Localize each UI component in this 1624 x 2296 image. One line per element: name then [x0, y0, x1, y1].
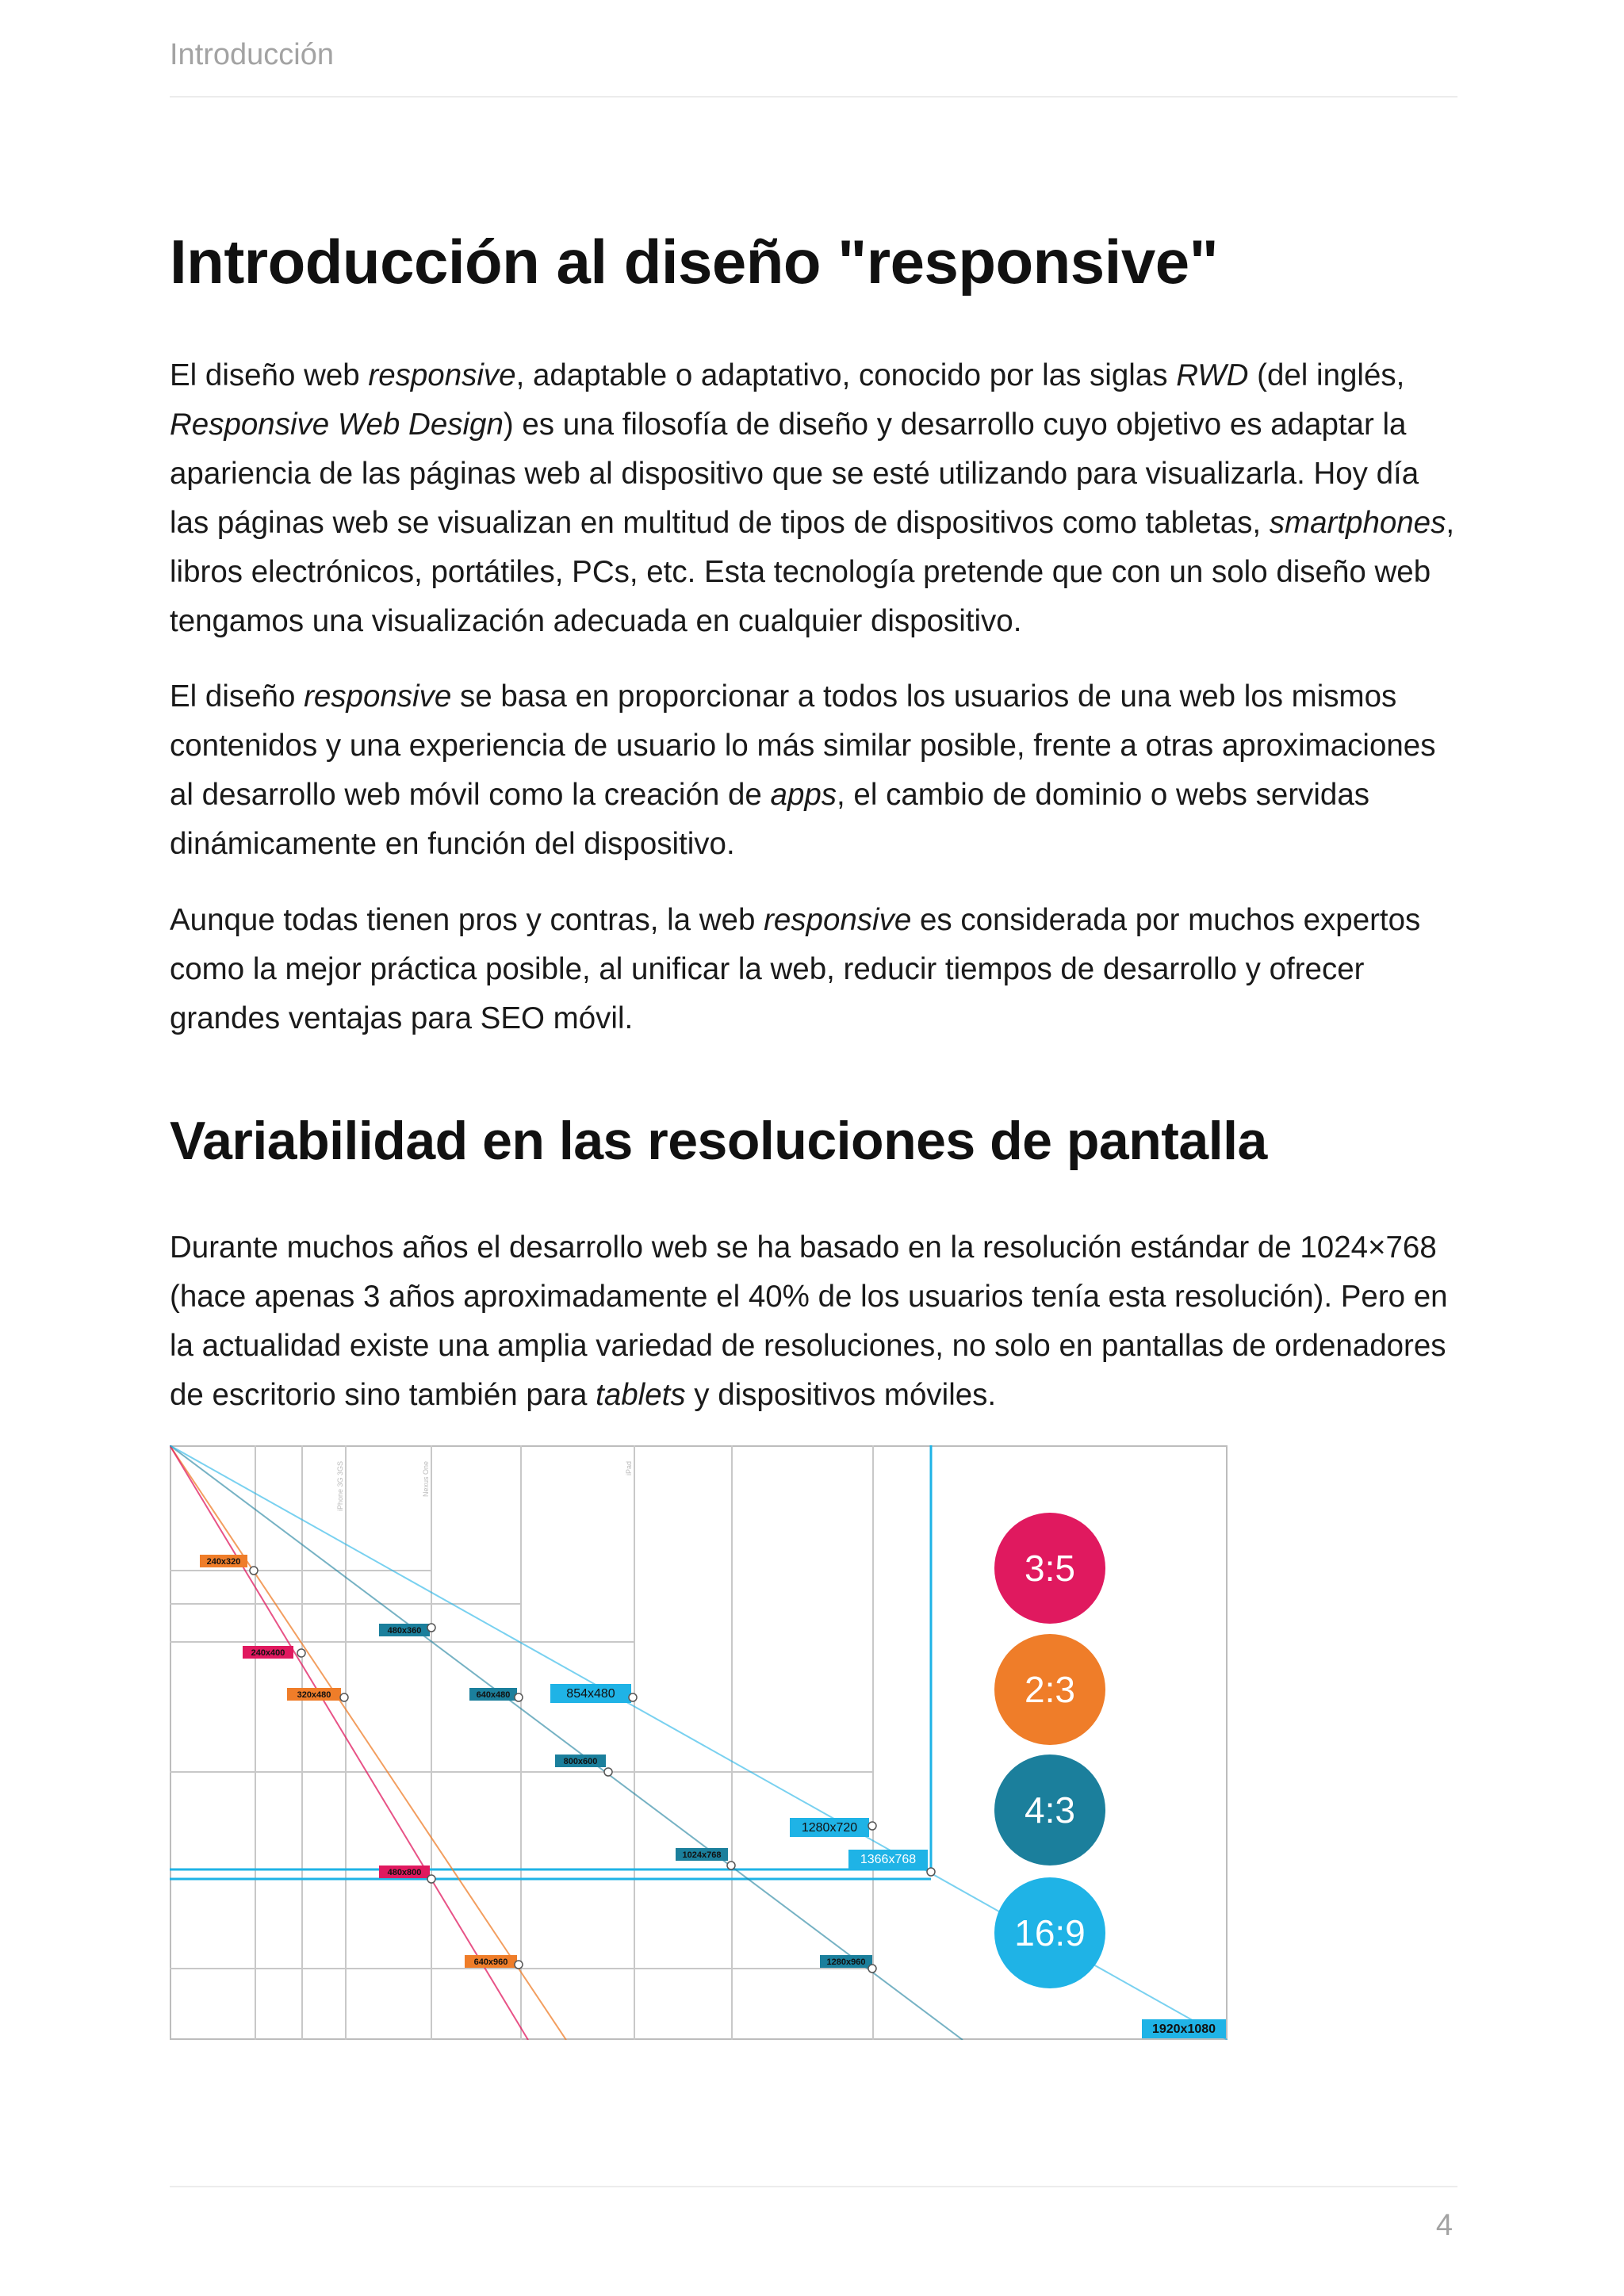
paragraph — [170, 896, 1462, 1043]
ratio-label: 3:5 — [1025, 1548, 1075, 1589]
svg-text:Nexus One: Nexus One — [422, 1461, 430, 1498]
ratio-label: 2:3 — [1025, 1669, 1075, 1710]
svg-text:iPad: iPad — [625, 1461, 633, 1476]
emphasis: smartphones — [1269, 506, 1446, 540]
resolutions-figure — [170, 1445, 1228, 2040]
emphasis: tablets — [596, 1378, 686, 1412]
header-divider — [170, 96, 1457, 98]
tag-1280x960: 1280x960 — [826, 1957, 866, 1967]
paragraph-text: El diseño web responsive, adaptable o adaptativo, conocido por las siglas RWD (del inglés, Responsive Web Design) es una filosofía de diseño y desarrollo cuyo objetivo es adaptar la apariencia de las páginas web al dispositivo que se esté utilizando para visualizarla. Hoy día las páginas web se visualizan en multitud de tipos de dispositivos como tabletas, smartphones, libros electrónicos, portátiles, PCs, etc. Esta tecnología pretende que con un solo diseño web tengamos una visualización adecuada en cualquier dispositivo. — [170, 358, 1455, 638]
section-subtitle: Variabilidad en las resoluciones de pantalla — [170, 1111, 1267, 1171]
ratio-label: 4:3 — [1025, 1789, 1075, 1831]
tag-1920x1080: 1920x1080 — [1151, 2022, 1216, 2036]
tag-1366x768: 1366x768 — [860, 1853, 917, 1866]
paragraph — [170, 672, 1462, 869]
tag-1280x720: 1280x720 — [801, 1821, 858, 1835]
running-header: Introducción — [170, 38, 335, 71]
tag-640x480: 640x480 — [476, 1690, 511, 1700]
emphasis: RWD — [1176, 358, 1249, 392]
tag-800x600: 800x600 — [563, 1757, 598, 1766]
section-title: Introducción al diseño "responsive" — [170, 227, 1219, 297]
tag-640x960: 640x960 — [473, 1957, 508, 1967]
emphasis: responsive — [304, 679, 452, 714]
tag-480x800: 480x800 — [387, 1868, 422, 1877]
emphasis: apps — [770, 778, 837, 812]
ratio-label: 16:9 — [1014, 1912, 1086, 1954]
svg-text:iPhone 3G 3GS: iPhone 3G 3GS — [336, 1461, 344, 1512]
footer-divider — [170, 2186, 1457, 2187]
tag-240x400: 240x400 — [251, 1648, 285, 1658]
paragraph-text: Durante muchos años el desarrollo web se ha basado en la resolución estándar de 1024×768 (hace apenas 3 años aproximadamente el 40% de los usuarios tenía esta resolución). Pero en la actualidad existe una amplia variedad de resoluciones, no solo en pantallas de ordenadores de escritorio sino también para tablets y dispositivos móviles. — [170, 1230, 1448, 1412]
tag-480x360: 480x360 — [387, 1626, 422, 1636]
paragraph — [170, 1223, 1462, 1420]
page-number: 4 — [1435, 2209, 1453, 2242]
tag-854x480: 854x480 — [566, 1687, 615, 1701]
paragraph — [170, 351, 1462, 646]
emphasis: Responsive Web Design — [170, 408, 504, 442]
paragraph-text: El diseño responsive se basa en proporcionar a todos los usuarios de una web los mismos contenidos y una experiencia de usuario lo más similar posible, frente a otras aproximaciones al desarrollo web móvil como la creación de apps, el cambio de dominio o webs servidas dinámicamente en función del dispositivo. — [170, 679, 1436, 861]
tag-320x480: 320x480 — [297, 1690, 331, 1700]
tag-240x320: 240x320 — [206, 1557, 241, 1567]
tag-1024x768: 1024x768 — [682, 1850, 722, 1860]
emphasis: responsive — [764, 903, 912, 937]
paragraph-text: Aunque todas tienen pros y contras, la web responsive es considerada por muchos expertos como la mejor práctica posible, al unificar la web, reducir tiempos de desarrollo y ofrecer grandes ventajas para SEO móvil. — [170, 903, 1421, 1035]
emphasis: responsive — [368, 358, 516, 392]
